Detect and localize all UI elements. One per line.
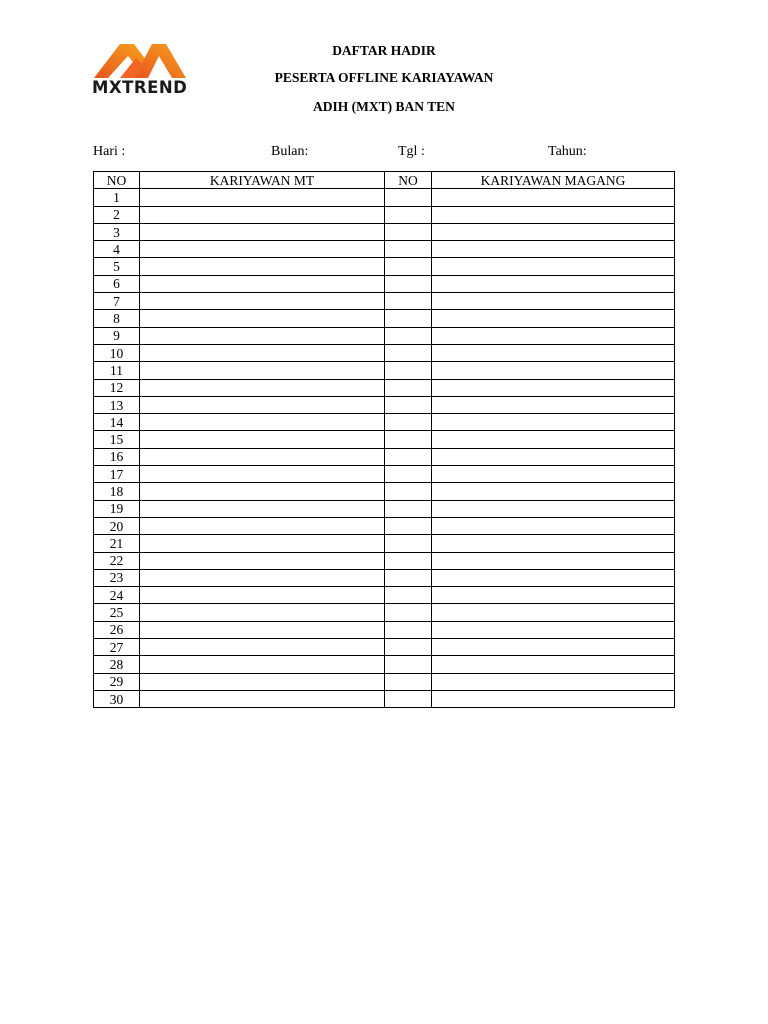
table-row	[94, 344, 675, 361]
row-number: 18	[94, 483, 140, 500]
kariyawan-mt-cell[interactable]	[140, 206, 385, 223]
row-number: 23	[94, 569, 140, 586]
no-magang-cell[interactable]	[385, 431, 432, 448]
attendance-table	[93, 171, 675, 708]
kariyawan-mt-cell[interactable]	[140, 466, 385, 483]
row-number: 8	[94, 310, 140, 327]
kariyawan-magang-cell[interactable]	[432, 639, 675, 656]
company-logo	[90, 38, 200, 102]
no-magang-cell[interactable]	[385, 414, 432, 431]
row-number: 5	[94, 258, 140, 275]
table-row	[94, 483, 675, 500]
no-magang-cell[interactable]	[385, 483, 432, 500]
no-magang-cell[interactable]	[385, 327, 432, 344]
kariyawan-mt-cell[interactable]	[140, 552, 385, 569]
no-magang-cell[interactable]	[385, 552, 432, 569]
kariyawan-mt-cell[interactable]	[140, 639, 385, 656]
no-magang-cell[interactable]	[385, 293, 432, 310]
field-tgl-label: Tgl :	[398, 144, 425, 159]
no-magang-cell[interactable]	[385, 535, 432, 552]
table-row	[94, 569, 675, 586]
kariyawan-magang-cell[interactable]	[432, 362, 675, 379]
row-number: 30	[94, 690, 140, 707]
row-number: 16	[94, 448, 140, 465]
table-row	[94, 604, 675, 621]
kariyawan-magang-cell[interactable]	[432, 189, 675, 206]
row-number: 19	[94, 500, 140, 517]
table-row	[94, 293, 675, 310]
kariyawan-mt-cell[interactable]	[140, 327, 385, 344]
kariyawan-magang-cell[interactable]	[432, 517, 675, 534]
kariyawan-mt-cell[interactable]	[140, 379, 385, 396]
kariyawan-mt-cell[interactable]	[140, 656, 385, 673]
no-magang-cell[interactable]	[385, 639, 432, 656]
table-row	[94, 223, 675, 240]
kariyawan-magang-cell[interactable]	[432, 327, 675, 344]
table-row	[94, 673, 675, 690]
no-magang-cell[interactable]	[385, 690, 432, 707]
table-row	[94, 500, 675, 517]
kariyawan-magang-cell[interactable]	[432, 483, 675, 500]
kariyawan-magang-cell[interactable]	[432, 569, 675, 586]
row-number: 14	[94, 414, 140, 431]
kariyawan-mt-cell[interactable]	[140, 448, 385, 465]
kariyawan-mt-cell[interactable]	[140, 310, 385, 327]
no-magang-cell[interactable]	[385, 344, 432, 361]
row-number: 10	[94, 344, 140, 361]
no-magang-cell[interactable]	[385, 448, 432, 465]
no-magang-cell[interactable]	[385, 500, 432, 517]
kariyawan-mt-cell[interactable]	[140, 258, 385, 275]
no-magang-cell[interactable]	[385, 466, 432, 483]
no-magang-cell[interactable]	[385, 656, 432, 673]
row-number: 24	[94, 587, 140, 604]
table-row	[94, 621, 675, 638]
row-number: 28	[94, 656, 140, 673]
row-number: 3	[94, 223, 140, 240]
no-magang-cell[interactable]	[385, 258, 432, 275]
no-magang-cell[interactable]	[385, 673, 432, 690]
row-number: 27	[94, 639, 140, 656]
kariyawan-magang-cell[interactable]	[432, 621, 675, 638]
kariyawan-mt-cell[interactable]	[140, 431, 385, 448]
row-number: 9	[94, 327, 140, 344]
kariyawan-magang-cell[interactable]	[432, 258, 675, 275]
kariyawan-magang-cell[interactable]	[432, 344, 675, 361]
column-header-no-magang: NO	[385, 172, 432, 189]
kariyawan-magang-cell[interactable]	[432, 206, 675, 223]
kariyawan-magang-cell[interactable]	[432, 500, 675, 517]
document-location: ADIH (MXT) BAN TEN	[313, 99, 455, 114]
no-magang-cell[interactable]	[385, 206, 432, 223]
no-magang-cell[interactable]	[385, 275, 432, 292]
table-row	[94, 396, 675, 413]
logo-mark-icon	[90, 38, 190, 80]
no-magang-cell[interactable]	[385, 189, 432, 206]
row-number: 21	[94, 535, 140, 552]
kariyawan-magang-cell[interactable]	[432, 673, 675, 690]
kariyawan-mt-cell[interactable]	[140, 517, 385, 534]
field-hari-label: Hari :	[93, 144, 126, 159]
document-subtitle: PESERTA OFFLINE KARIAYAWAN	[274, 70, 494, 85]
kariyawan-magang-cell[interactable]	[432, 275, 675, 292]
row-number: 13	[94, 396, 140, 413]
table-row	[94, 535, 675, 552]
table-row	[94, 414, 675, 431]
kariyawan-magang-cell[interactable]	[432, 656, 675, 673]
column-header-kariyawan-mt: KARIYAWAN MT	[140, 172, 385, 189]
kariyawan-magang-cell[interactable]	[432, 466, 675, 483]
table-row	[94, 379, 675, 396]
kariyawan-mt-cell[interactable]	[140, 293, 385, 310]
document-title: DAFTAR HADIR	[332, 43, 436, 58]
no-magang-cell[interactable]	[385, 569, 432, 586]
row-number: 11	[94, 362, 140, 379]
row-number: 22	[94, 552, 140, 569]
row-number: 20	[94, 517, 140, 534]
kariyawan-magang-cell[interactable]	[432, 241, 675, 258]
table-header-row	[94, 172, 675, 189]
kariyawan-magang-cell[interactable]	[432, 604, 675, 621]
table-row	[94, 690, 675, 707]
kariyawan-mt-cell[interactable]	[140, 483, 385, 500]
table-row	[94, 258, 675, 275]
no-magang-cell[interactable]	[385, 241, 432, 258]
row-number: 17	[94, 466, 140, 483]
row-number: 7	[94, 293, 140, 310]
no-magang-cell[interactable]	[385, 396, 432, 413]
kariyawan-magang-cell[interactable]	[432, 396, 675, 413]
column-header-no-mt: NO	[94, 172, 140, 189]
kariyawan-magang-cell[interactable]	[432, 414, 675, 431]
table-row	[94, 327, 675, 344]
table-row	[94, 639, 675, 656]
kariyawan-magang-cell[interactable]	[432, 379, 675, 396]
kariyawan-mt-cell[interactable]	[140, 396, 385, 413]
field-tahun-label: Tahun:	[548, 144, 587, 159]
row-number: 26	[94, 621, 140, 638]
table-row	[94, 206, 675, 223]
kariyawan-mt-cell[interactable]	[140, 569, 385, 586]
no-magang-cell[interactable]	[385, 621, 432, 638]
row-number: 6	[94, 275, 140, 292]
kariyawan-magang-cell[interactable]	[432, 310, 675, 327]
kariyawan-magang-cell[interactable]	[432, 587, 675, 604]
no-magang-cell[interactable]	[385, 379, 432, 396]
row-number: 29	[94, 673, 140, 690]
kariyawan-mt-cell[interactable]	[140, 241, 385, 258]
field-bulan-label: Bulan:	[271, 144, 309, 159]
logo-wordmark: MXTREND	[92, 78, 188, 97]
row-number: 1	[94, 189, 140, 206]
kariyawan-mt-cell[interactable]	[140, 189, 385, 206]
table-row	[94, 189, 675, 206]
kariyawan-mt-cell[interactable]	[140, 362, 385, 379]
kariyawan-mt-cell[interactable]	[140, 604, 385, 621]
row-number: 12	[94, 379, 140, 396]
table-row	[94, 448, 675, 465]
table-row	[94, 362, 675, 379]
kariyawan-mt-cell[interactable]	[140, 535, 385, 552]
table-row	[94, 517, 675, 534]
kariyawan-magang-cell[interactable]	[432, 448, 675, 465]
kariyawan-magang-cell[interactable]	[432, 690, 675, 707]
table-row	[94, 310, 675, 327]
kariyawan-magang-cell[interactable]	[432, 293, 675, 310]
kariyawan-mt-cell[interactable]	[140, 275, 385, 292]
table-row	[94, 552, 675, 569]
kariyawan-magang-cell[interactable]	[432, 431, 675, 448]
no-magang-cell[interactable]	[385, 587, 432, 604]
kariyawan-mt-cell[interactable]	[140, 223, 385, 240]
kariyawan-magang-cell[interactable]	[432, 552, 675, 569]
kariyawan-mt-cell[interactable]	[140, 414, 385, 431]
table-row	[94, 466, 675, 483]
no-magang-cell[interactable]	[385, 604, 432, 621]
no-magang-cell[interactable]	[385, 362, 432, 379]
row-number: 15	[94, 431, 140, 448]
no-magang-cell[interactable]	[385, 223, 432, 240]
no-magang-cell[interactable]	[385, 310, 432, 327]
row-number: 25	[94, 604, 140, 621]
no-magang-cell[interactable]	[385, 517, 432, 534]
row-number: 2	[94, 206, 140, 223]
kariyawan-mt-cell[interactable]	[140, 500, 385, 517]
column-header-kariyawan-magang: KARIYAWAN MAGANG	[432, 172, 675, 189]
kariyawan-mt-cell[interactable]	[140, 673, 385, 690]
table-row	[94, 275, 675, 292]
kariyawan-mt-cell[interactable]	[140, 344, 385, 361]
table-row	[94, 431, 675, 448]
kariyawan-mt-cell[interactable]	[140, 690, 385, 707]
table-row	[94, 587, 675, 604]
row-number: 4	[94, 241, 140, 258]
table-row	[94, 656, 675, 673]
kariyawan-magang-cell[interactable]	[432, 223, 675, 240]
kariyawan-magang-cell[interactable]	[432, 535, 675, 552]
kariyawan-mt-cell[interactable]	[140, 587, 385, 604]
table-row	[94, 241, 675, 258]
kariyawan-mt-cell[interactable]	[140, 621, 385, 638]
